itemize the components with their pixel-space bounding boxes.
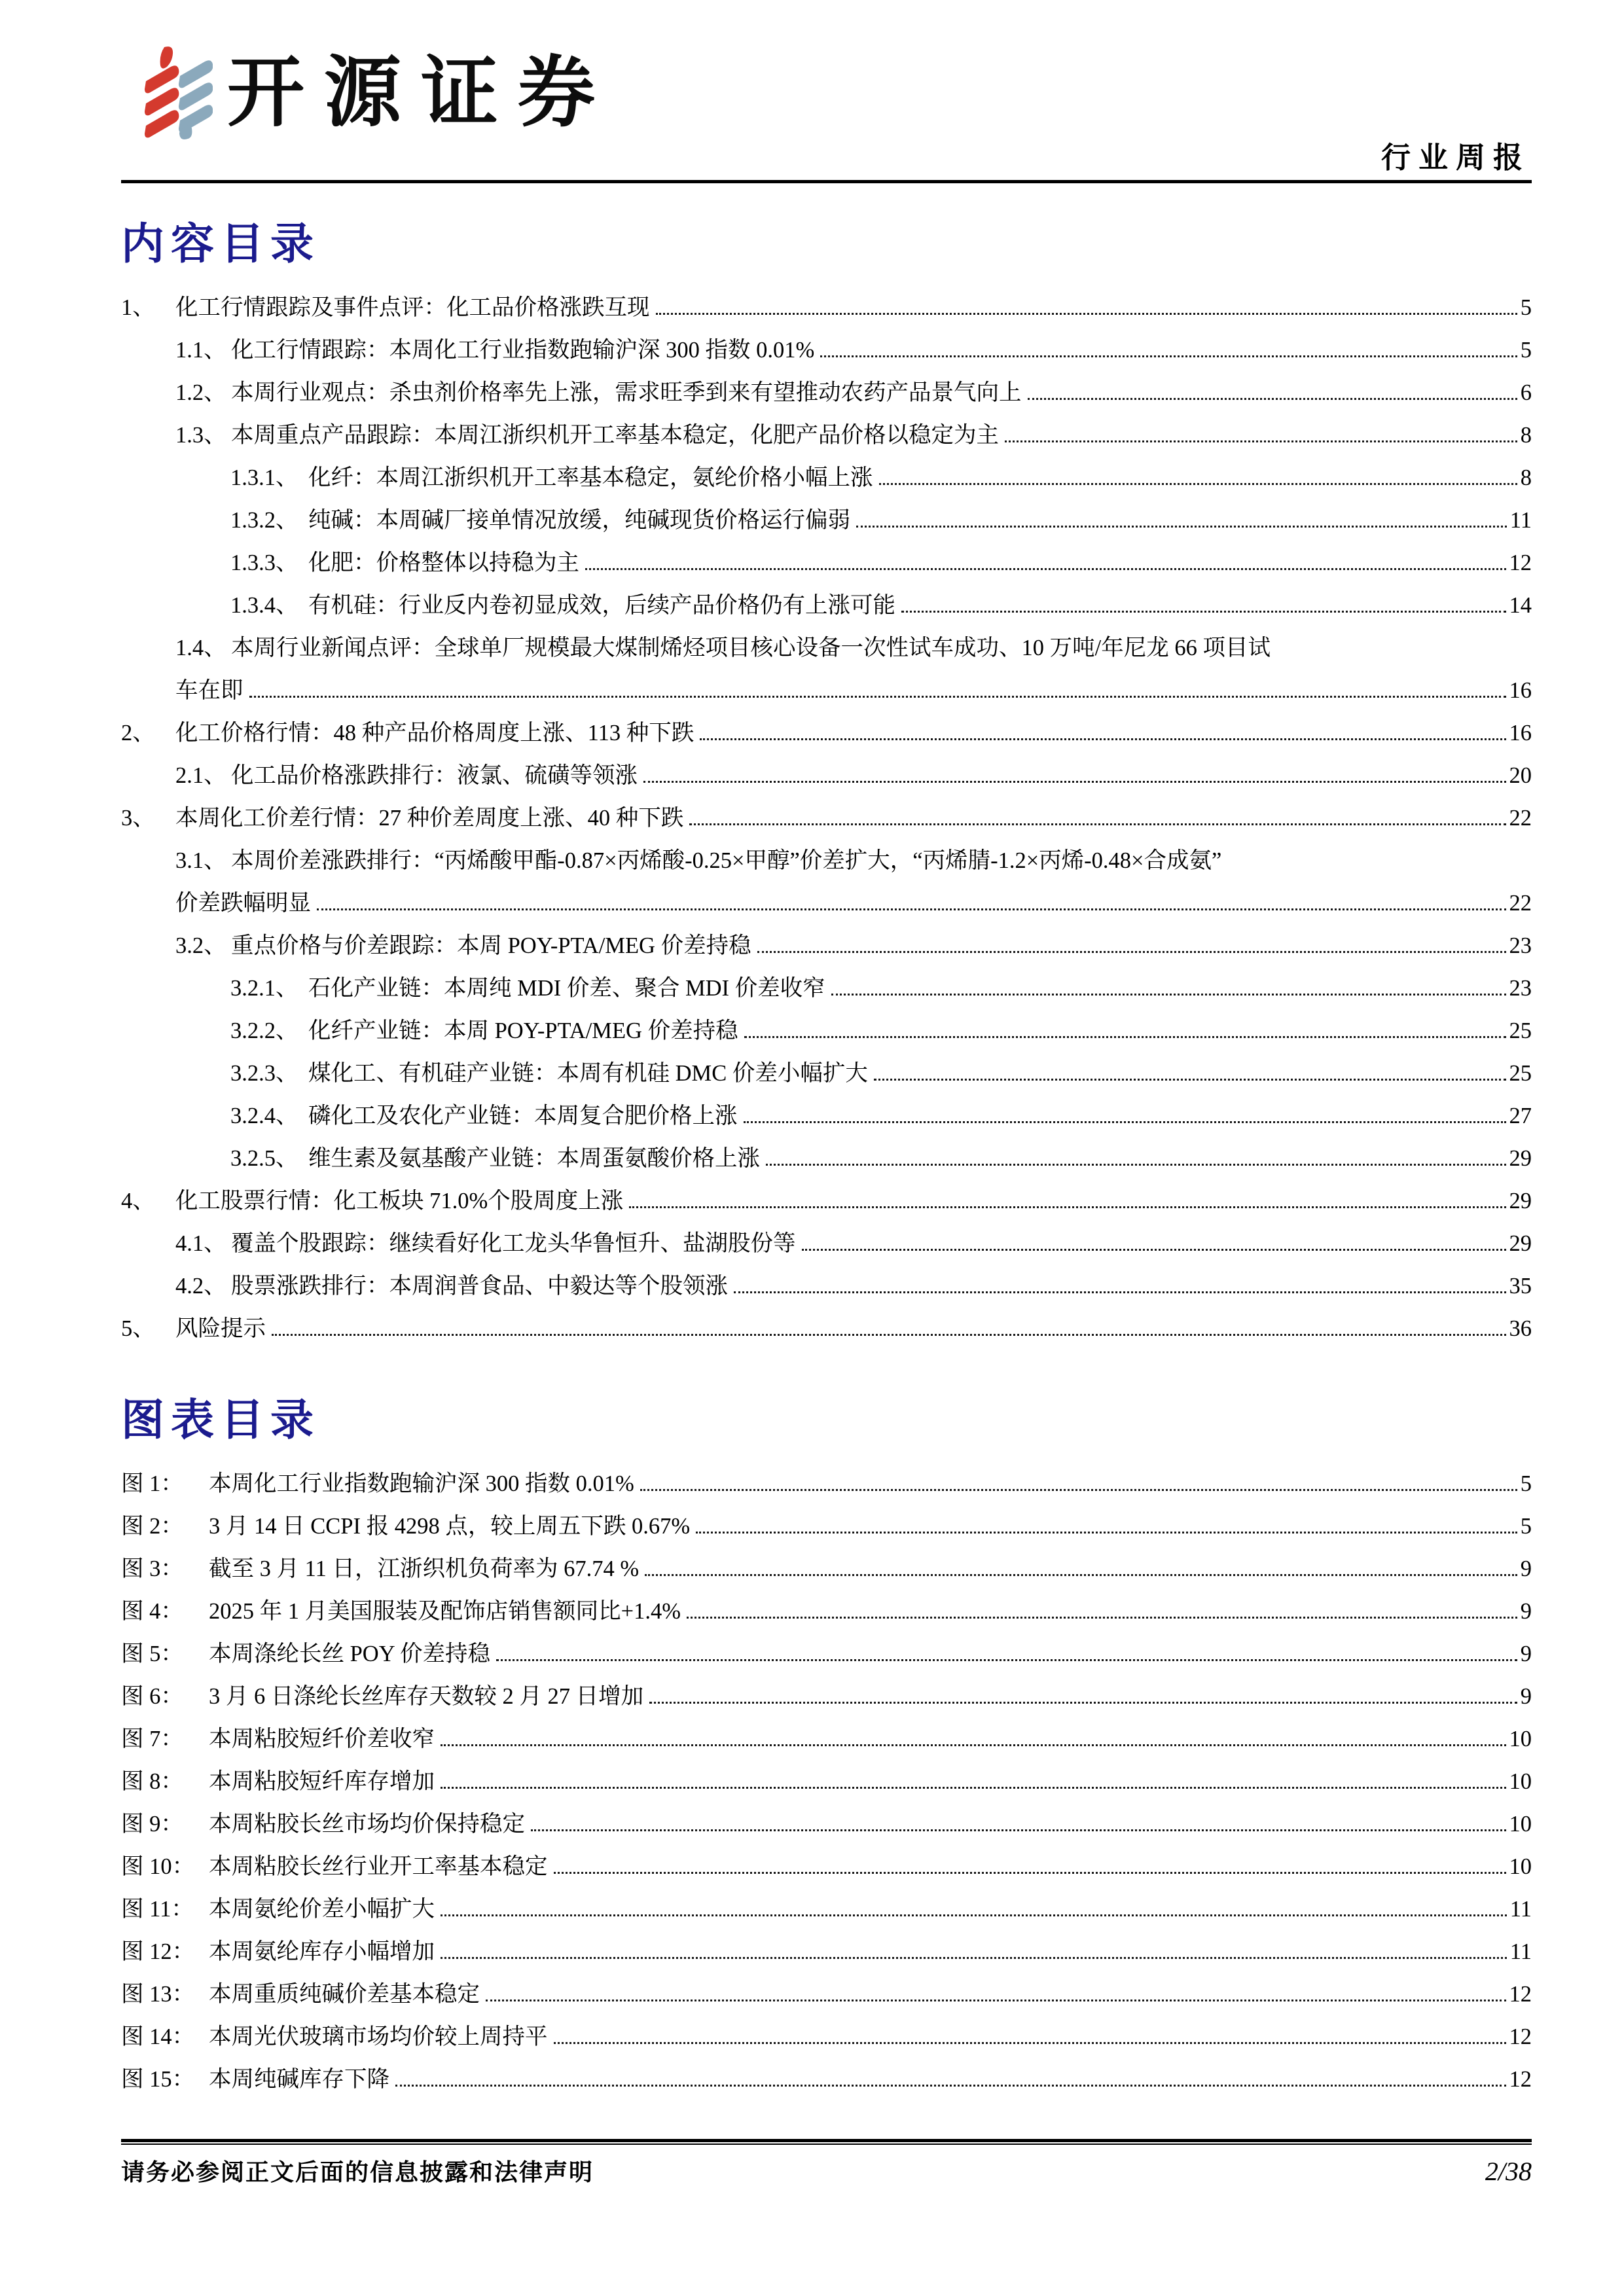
dot-leader bbox=[856, 526, 1507, 528]
toc-entry[interactable] bbox=[121, 287, 1532, 329]
toc-entry-title: 纯碱：本周碱厂接单情况放缓，纯碱现货价格运行偏弱 bbox=[308, 507, 850, 533]
dot-leader bbox=[640, 1489, 1517, 1491]
toc-entry-page: 11 bbox=[1509, 507, 1532, 533]
figure-entry[interactable] bbox=[121, 2016, 1532, 2058]
toc-entry[interactable] bbox=[121, 967, 1532, 1010]
toc-entry-title: 本周化工价差行情：27 种价差周度上涨、40 种下跌 bbox=[175, 805, 684, 831]
figure-entry-page: 10 bbox=[1509, 1811, 1532, 1837]
figure-entry-label: 图 5： bbox=[121, 1641, 183, 1666]
figure-entry-label: 图 1： bbox=[121, 1471, 183, 1496]
toc-entry-number: 1.3、 bbox=[175, 422, 226, 448]
dot-leader bbox=[874, 1079, 1506, 1081]
figure-entry[interactable] bbox=[121, 1633, 1532, 1676]
figure-entry[interactable] bbox=[121, 1676, 1532, 1718]
figure-entry-page: 11 bbox=[1509, 1896, 1532, 1922]
toc-entry-title: 化工价格行情：48 种产品价格周度上涨、113 种下跌 bbox=[175, 720, 695, 745]
toc-entry-page: 23 bbox=[1509, 975, 1532, 1001]
dot-leader bbox=[317, 908, 1506, 910]
toc-entry[interactable] bbox=[121, 670, 1532, 712]
figure-list-title: 图表目录 bbox=[121, 1396, 320, 1444]
dot-leader bbox=[441, 1787, 1506, 1789]
dot-leader bbox=[395, 2085, 1506, 2087]
figure-entry-label: 图 2： bbox=[121, 1513, 183, 1539]
toc-entry-page: 16 bbox=[1509, 720, 1532, 745]
toc-entry-page: 25 bbox=[1509, 1018, 1532, 1043]
figure-entry[interactable] bbox=[121, 1463, 1532, 1505]
dot-leader bbox=[744, 1036, 1506, 1038]
toc-entry-number: 3.1、 bbox=[175, 848, 226, 873]
figure-entry[interactable] bbox=[121, 1761, 1532, 1803]
dot-leader bbox=[901, 611, 1506, 613]
toc-entry-title: 石化产业链：本周纯 MDI 价差、聚合 MDI 价差收窄 bbox=[308, 975, 825, 1001]
figure-entry-page: 11 bbox=[1509, 1939, 1532, 1964]
toc-entry-title: 风险提示 bbox=[175, 1316, 266, 1341]
toc-entry-number: 1.3.1、 bbox=[230, 465, 298, 490]
toc-entry-page: 5 bbox=[1520, 295, 1532, 320]
toc-entry-title: 磷化工及农化产业链：本周复合肥价格上涨 bbox=[308, 1103, 738, 1128]
toc-entry-number: 3.2.4、 bbox=[230, 1103, 298, 1128]
dot-leader bbox=[649, 1702, 1517, 1704]
figure-entry-title: 本周涤纶长丝 POY 价差持稳 bbox=[209, 1641, 490, 1666]
dot-leader bbox=[554, 1872, 1506, 1874]
dot-leader bbox=[700, 738, 1506, 740]
toc-entry-page: 6 bbox=[1520, 380, 1532, 405]
dot-leader bbox=[831, 994, 1506, 996]
toc-entry-title: 维生素及氨基酸产业链：本周蛋氨酸价格上涨 bbox=[308, 1145, 760, 1171]
figure-entry[interactable] bbox=[121, 1548, 1532, 1590]
brand-logo bbox=[145, 46, 615, 140]
figure-entry-label: 图 9： bbox=[121, 1811, 183, 1837]
figure-entry[interactable] bbox=[121, 1973, 1532, 2016]
figure-entry-title: 本周光伏玻璃市场均价较上周持平 bbox=[209, 2024, 548, 2049]
figure-entry-title: 本周重质纯碱价差基本稳定 bbox=[209, 1981, 480, 2007]
toc-entry-number: 1.1、 bbox=[175, 337, 226, 363]
toc-entry-title: 股票涨跌排行：本周润普食品、中毅达等个股领涨 bbox=[231, 1273, 728, 1299]
toc-entry-number: 2.1、 bbox=[175, 762, 226, 788]
toc-entry-number: 1.3.4、 bbox=[230, 592, 298, 618]
toc-entry-number: 4、 bbox=[121, 1188, 155, 1213]
toc-entry[interactable] bbox=[121, 797, 1532, 840]
toc-entry-title: 覆盖个股跟踪：继续看好化工龙头华鲁恒升、盐湖股份等 bbox=[231, 1230, 796, 1256]
dot-leader bbox=[441, 1744, 1506, 1746]
figure-entry-title: 3 月 14 日 CCPI 报 4298 点，较上周五下跌 0.67% bbox=[209, 1513, 691, 1539]
dot-leader bbox=[486, 2000, 1506, 2001]
dot-leader bbox=[766, 1164, 1506, 1166]
toc-entry-title: 本周价差涨跌排行：“丙烯酸甲酯-0.87×丙烯酸-0.25×甲醇”价差扩大，“丙烯腈-1.2×丙烯-0.48×合成氨” bbox=[231, 848, 1222, 873]
toc-entry-page: 14 bbox=[1509, 592, 1532, 618]
dot-leader bbox=[585, 568, 1506, 570]
figure-entry[interactable] bbox=[121, 1888, 1532, 1931]
toc-entry-page: 16 bbox=[1509, 677, 1532, 703]
toc-entry-title: 煤化工、有机硅产业链：本周有机硅 DMC 价差小幅扩大 bbox=[308, 1060, 868, 1086]
toc-entry[interactable] bbox=[121, 1180, 1532, 1223]
toc-entry-title: 有机硅：行业反内卷初显成效，后续产品价格仍有上涨可能 bbox=[308, 592, 895, 618]
toc-entry-page: 27 bbox=[1509, 1103, 1532, 1128]
dot-leader bbox=[1005, 440, 1517, 442]
figure-entry-page: 9 bbox=[1520, 1683, 1532, 1709]
toc-entry-page: 35 bbox=[1509, 1273, 1532, 1299]
figure-entry[interactable] bbox=[121, 1718, 1532, 1761]
toc-entry-page: 36 bbox=[1509, 1316, 1532, 1341]
footer-rule bbox=[121, 2139, 1532, 2145]
toc-entry[interactable] bbox=[121, 542, 1532, 584]
dot-leader bbox=[643, 781, 1506, 783]
figure-entry-title: 2025 年 1 月美国服装及配饰店销售额同比+1.4% bbox=[209, 1598, 681, 1624]
dot-leader bbox=[249, 696, 1506, 698]
dot-leader bbox=[441, 1914, 1507, 1916]
toc-entry-page: 20 bbox=[1509, 762, 1532, 788]
toc-entry[interactable] bbox=[121, 414, 1532, 457]
figure-entry[interactable] bbox=[121, 1505, 1532, 1548]
figure-entry-label: 图 11： bbox=[121, 1896, 194, 1922]
toc-entry-page: 23 bbox=[1509, 933, 1532, 958]
dot-leader bbox=[531, 1829, 1506, 1831]
figure-entry-label: 图 12： bbox=[121, 1939, 195, 1964]
disclaimer-text: 请务必参阅正文后面的信息披露和法律声明 bbox=[121, 2159, 594, 2185]
figure-entry-label: 图 8： bbox=[121, 1768, 183, 1794]
toc-entry[interactable] bbox=[121, 840, 1532, 882]
dot-leader bbox=[629, 1206, 1506, 1208]
toc-entry[interactable] bbox=[121, 755, 1532, 797]
figure-entry-title: 截至 3 月 11 日，江浙织机负荷率为 67.74 % bbox=[209, 1556, 640, 1581]
toc-entry-page: 29 bbox=[1509, 1230, 1532, 1256]
page-footer bbox=[121, 2139, 1532, 2187]
toc-entry-page: 5 bbox=[1520, 337, 1532, 363]
dot-leader bbox=[272, 1334, 1506, 1336]
dot-leader bbox=[496, 1659, 1517, 1661]
figure-entry-page: 9 bbox=[1520, 1641, 1532, 1666]
figure-entry-title: 本周粘胶长丝市场均价保持稳定 bbox=[209, 1811, 525, 1837]
toc-entry-page: 29 bbox=[1509, 1188, 1532, 1213]
figure-entry-title: 本周粘胶短纤库存增加 bbox=[209, 1768, 435, 1794]
figure-entry-page: 12 bbox=[1509, 1981, 1532, 2007]
toc-entry[interactable] bbox=[121, 1308, 1532, 1350]
toc-entry-number: 2、 bbox=[121, 720, 155, 745]
toc-entry-title: 重点价格与价差跟踪：本周 POY-PTA/MEG 价差持稳 bbox=[231, 933, 751, 958]
brand-name: 开源证券 bbox=[227, 50, 615, 136]
figure-entry-label: 图 4： bbox=[121, 1598, 183, 1624]
toc-entry-number: 4.1、 bbox=[175, 1230, 226, 1256]
kaiyuan-logo-icon bbox=[145, 46, 213, 140]
figure-entry-label: 图 15： bbox=[121, 2066, 195, 2092]
toc-entry[interactable] bbox=[121, 1095, 1532, 1138]
toc-entry[interactable] bbox=[121, 1010, 1532, 1052]
report-type-label: 行业周报 bbox=[1380, 141, 1530, 174]
figure-entry-page: 5 bbox=[1520, 1513, 1532, 1539]
toc-entry-page: 12 bbox=[1509, 550, 1532, 575]
figure-entry-title: 3 月 6 日涤纶长丝库存天数较 2 月 27 日增加 bbox=[209, 1683, 644, 1709]
dot-leader bbox=[441, 1957, 1507, 1959]
toc-entry-number: 1.2、 bbox=[175, 380, 226, 405]
toc-entry[interactable] bbox=[121, 457, 1532, 499]
dot-leader bbox=[689, 823, 1506, 825]
dot-leader bbox=[757, 951, 1506, 953]
toc-entry-number: 3.2.5、 bbox=[230, 1145, 298, 1171]
figure-entry-label: 图 6： bbox=[121, 1683, 183, 1709]
toc-entry-number: 5、 bbox=[121, 1316, 155, 1341]
toc-entry-title: 价差跌幅明显 bbox=[175, 890, 311, 916]
figure-entry-page: 10 bbox=[1509, 1726, 1532, 1751]
toc-entry[interactable] bbox=[121, 584, 1532, 627]
figure-entry-title: 本周氨纶库存小幅增加 bbox=[209, 1939, 435, 1964]
page-header bbox=[121, 0, 1532, 183]
toc-entry-number: 1.3.3、 bbox=[230, 550, 298, 575]
figure-entry-page: 10 bbox=[1509, 1854, 1532, 1879]
dot-leader bbox=[734, 1291, 1506, 1293]
toc-entry-number: 3.2.1、 bbox=[230, 975, 298, 1001]
toc-entry-number: 3.2、 bbox=[175, 933, 226, 958]
figure-entry[interactable] bbox=[121, 1846, 1532, 1888]
toc-entry[interactable] bbox=[121, 1052, 1532, 1095]
dot-leader bbox=[820, 355, 1517, 357]
toc-entry-number: 3、 bbox=[121, 805, 155, 831]
figure-entry-page: 5 bbox=[1520, 1471, 1532, 1496]
figure-entry[interactable] bbox=[121, 1803, 1532, 1846]
toc-title: 内容目录 bbox=[121, 221, 320, 268]
toc-entry[interactable] bbox=[121, 627, 1532, 670]
figure-entry-label: 图 3： bbox=[121, 1556, 183, 1581]
toc-entry-title: 车在即 bbox=[175, 677, 244, 703]
figure-entry-title: 本周化工行业指数跑输沪深 300 指数 0.01% bbox=[209, 1471, 634, 1496]
toc-entry-number: 1、 bbox=[121, 295, 155, 320]
figure-entry-page: 12 bbox=[1509, 2066, 1532, 2092]
toc-list bbox=[121, 287, 1532, 1350]
figure-entry-label: 图 14： bbox=[121, 2024, 195, 2049]
dot-leader bbox=[744, 1121, 1506, 1123]
dot-leader bbox=[554, 2042, 1506, 2044]
toc-entry-title: 本周重点产品跟踪：本周江浙织机开工率基本稳定，化肥产品价格以稳定为主 bbox=[231, 422, 999, 448]
toc-entry[interactable] bbox=[121, 712, 1532, 755]
toc-entry[interactable] bbox=[121, 1223, 1532, 1265]
dot-leader bbox=[802, 1249, 1506, 1251]
figure-entry-page: 12 bbox=[1509, 2024, 1532, 2049]
toc-entry-page: 25 bbox=[1509, 1060, 1532, 1086]
dot-leader bbox=[656, 313, 1517, 315]
toc-entry[interactable] bbox=[121, 329, 1532, 372]
toc-entry[interactable] bbox=[121, 1265, 1532, 1308]
dot-leader bbox=[1028, 398, 1517, 400]
toc-entry-title: 本周行业观点：杀虫剂价格率先上涨，需求旺季到来有望推动农药产品景气向上 bbox=[231, 380, 1022, 405]
toc-entry[interactable] bbox=[121, 925, 1532, 967]
toc-entry-number: 1.4、 bbox=[175, 635, 226, 660]
figure-entry-label: 图 13： bbox=[121, 1981, 195, 2007]
toc-entry-number: 1.3.2、 bbox=[230, 507, 298, 533]
toc-entry-title: 本周行业新闻点评：全球单厂规模最大煤制烯烃项目核心设备一次性试车成功、10 万吨/年尼龙 66 项目试 bbox=[231, 635, 1271, 660]
toc-entry-title: 化工股票行情：化工板块 71.0%个股周度上涨 bbox=[175, 1188, 624, 1213]
toc-entry-title: 化工品价格涨跌排行：液氯、硫磺等领涨 bbox=[231, 762, 638, 788]
toc-entry-number: 3.2.2、 bbox=[230, 1018, 298, 1043]
toc-entry-title: 化纤：本周江浙织机开工率基本稳定，氨纶价格小幅上涨 bbox=[308, 465, 873, 490]
toc-entry[interactable] bbox=[121, 499, 1532, 542]
figure-entry-title: 本周粘胶长丝行业开工率基本稳定 bbox=[209, 1854, 548, 1879]
toc-entry-number: 3.2.3、 bbox=[230, 1060, 298, 1086]
toc-entry-title: 化工行情跟踪及事件点评：化工品价格涨跌互现 bbox=[175, 295, 650, 320]
figure-entry-page: 9 bbox=[1520, 1598, 1532, 1624]
figure-entry-page: 9 bbox=[1520, 1556, 1532, 1581]
figure-entry-title: 本周纯碱库存下降 bbox=[209, 2066, 389, 2092]
toc-entry[interactable] bbox=[121, 882, 1532, 925]
figure-entry[interactable] bbox=[121, 1590, 1532, 1633]
toc-entry[interactable] bbox=[121, 1138, 1532, 1180]
toc-entry-title: 化纤产业链：本周 POY-PTA/MEG 价差持稳 bbox=[308, 1018, 738, 1043]
toc-entry-page: 22 bbox=[1509, 805, 1532, 831]
toc-entry-title: 化工行情跟踪：本周化工行业指数跑输沪深 300 指数 0.01% bbox=[231, 337, 815, 363]
toc-entry-page: 8 bbox=[1520, 465, 1532, 490]
toc-entry-number: 4.2、 bbox=[175, 1273, 226, 1299]
figure-entry-label: 图 10： bbox=[121, 1854, 195, 1879]
dot-leader bbox=[645, 1574, 1517, 1576]
toc-entry-page: 22 bbox=[1509, 890, 1532, 916]
figure-list bbox=[121, 1463, 1532, 2101]
figure-entry-label: 图 7： bbox=[121, 1726, 183, 1751]
toc-entry-page: 8 bbox=[1520, 422, 1532, 448]
dot-leader bbox=[879, 483, 1517, 485]
figure-entry[interactable] bbox=[121, 1931, 1532, 1973]
toc-entry[interactable] bbox=[121, 372, 1532, 414]
figure-entry[interactable] bbox=[121, 2058, 1532, 2101]
toc-entry-title: 化肥：价格整体以持稳为主 bbox=[308, 550, 579, 575]
page-number-indicator: 2/38 bbox=[1485, 2157, 1532, 2186]
figure-entry-title: 本周氨纶价差小幅扩大 bbox=[209, 1896, 435, 1922]
figure-entry-title: 本周粘胶短纤价差收窄 bbox=[209, 1726, 435, 1751]
dot-leader bbox=[687, 1617, 1517, 1619]
figure-entry-page: 10 bbox=[1509, 1768, 1532, 1794]
dot-leader bbox=[696, 1532, 1517, 1534]
toc-entry-page: 29 bbox=[1509, 1145, 1532, 1171]
